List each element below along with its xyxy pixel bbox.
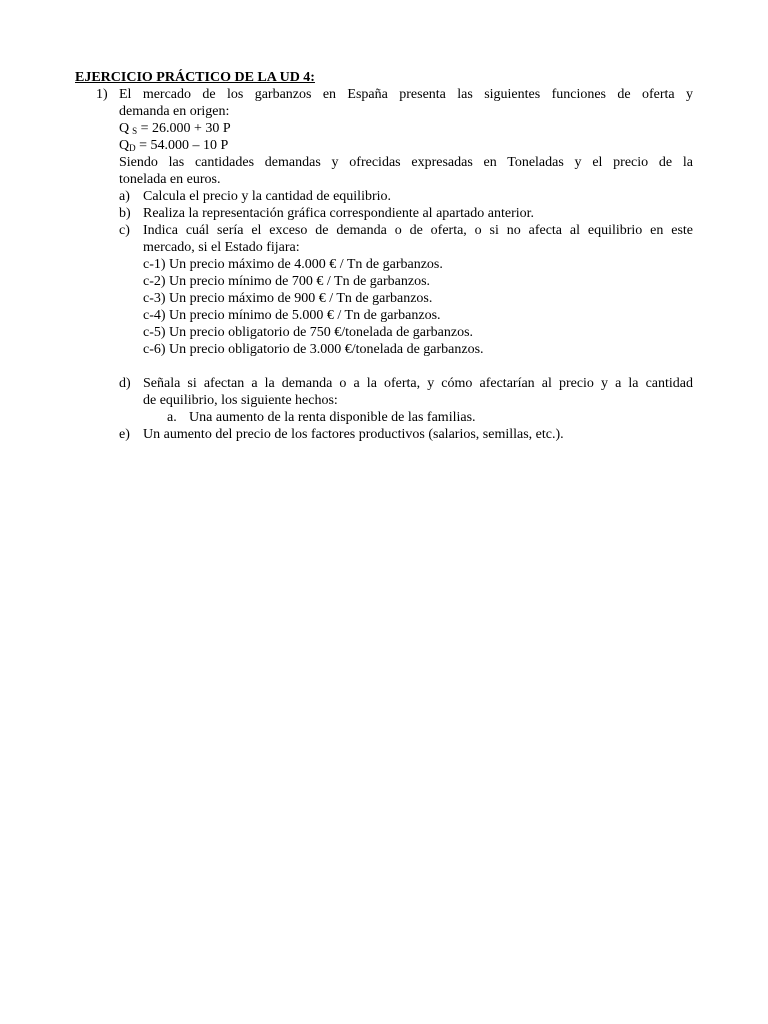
units-line-1: Siendo las cantidades demandas y ofrecidas expresadas en Toneladas y el precio de la xyxy=(119,155,693,170)
item-e-text: Un aumento del precio de los factores productivos (salarios, semillas, etc.). xyxy=(143,427,564,442)
item-d-line-2: de equilibrio, los siguiente hechos: xyxy=(143,393,338,408)
item-e-label: e) xyxy=(119,427,130,442)
c-subitem: c-6) Un precio obligatorio de 3.000 €/tonelada de garbanzos. xyxy=(143,342,484,357)
c-subitem: c-4) Un precio mínimo de 5.000 € / Tn de garbanzos. xyxy=(143,308,441,323)
item-d-label: d) xyxy=(119,376,131,391)
item-c-line-1: Indica cuál sería el exceso de demanda o de oferta, o si no afecta al equilibrio en este xyxy=(143,223,693,238)
demand-subscript: D xyxy=(129,143,136,153)
exercise-title: EJERCICIO PRÁCTICO DE LA UD 4: xyxy=(75,70,315,85)
item-a-label: a) xyxy=(119,189,130,204)
item-d-sub-label: a. xyxy=(167,410,177,425)
item-b-text: Realiza la representación gráfica correspondiente al apartado anterior. xyxy=(143,206,535,221)
c-subitem: c-1) Un precio máximo de 4.000 € / Tn de garbanzos. xyxy=(143,257,443,272)
item-c-line-2: mercado, si el Estado fijara: xyxy=(143,240,300,255)
units-line-2: tonelada en euros. xyxy=(119,172,221,187)
demand-function xyxy=(119,137,228,154)
item-number: 1) xyxy=(96,87,108,102)
item-d-sub-text: Una aumento de la renta disponible de las familias. xyxy=(189,410,476,425)
supply-q: Q xyxy=(119,121,130,136)
item-c-label: c) xyxy=(119,223,130,238)
item-d-line-1: Señala si afectan a la demanda o a la oferta, y cómo afectarían al precio y a la cantidad xyxy=(143,376,693,391)
supply-subscript: S xyxy=(132,126,138,136)
supply-function xyxy=(119,120,231,137)
item-a-text: Calcula el precio y la cantidad de equilibrio. xyxy=(143,189,392,204)
demand-q: Q xyxy=(119,138,130,153)
intro-line-1: El mercado de los garbanzos en España presenta las siguientes funciones de oferta y xyxy=(119,87,693,102)
c-subitem: c-3) Un precio máximo de 900 € / Tn de garbanzos. xyxy=(143,291,433,306)
c-subitem: c-5) Un precio obligatorio de 750 €/tonelada de garbanzos. xyxy=(143,325,474,340)
demand-expression: = 54.000 – 10 P xyxy=(135,138,229,153)
item-b-label: b) xyxy=(119,206,131,221)
c-subitem: c-2) Un precio mínimo de 700 € / Tn de garbanzos. xyxy=(143,274,431,289)
intro-line-2: demanda en origen: xyxy=(119,104,230,119)
supply-expression: = 26.000 + 30 P xyxy=(137,121,231,136)
